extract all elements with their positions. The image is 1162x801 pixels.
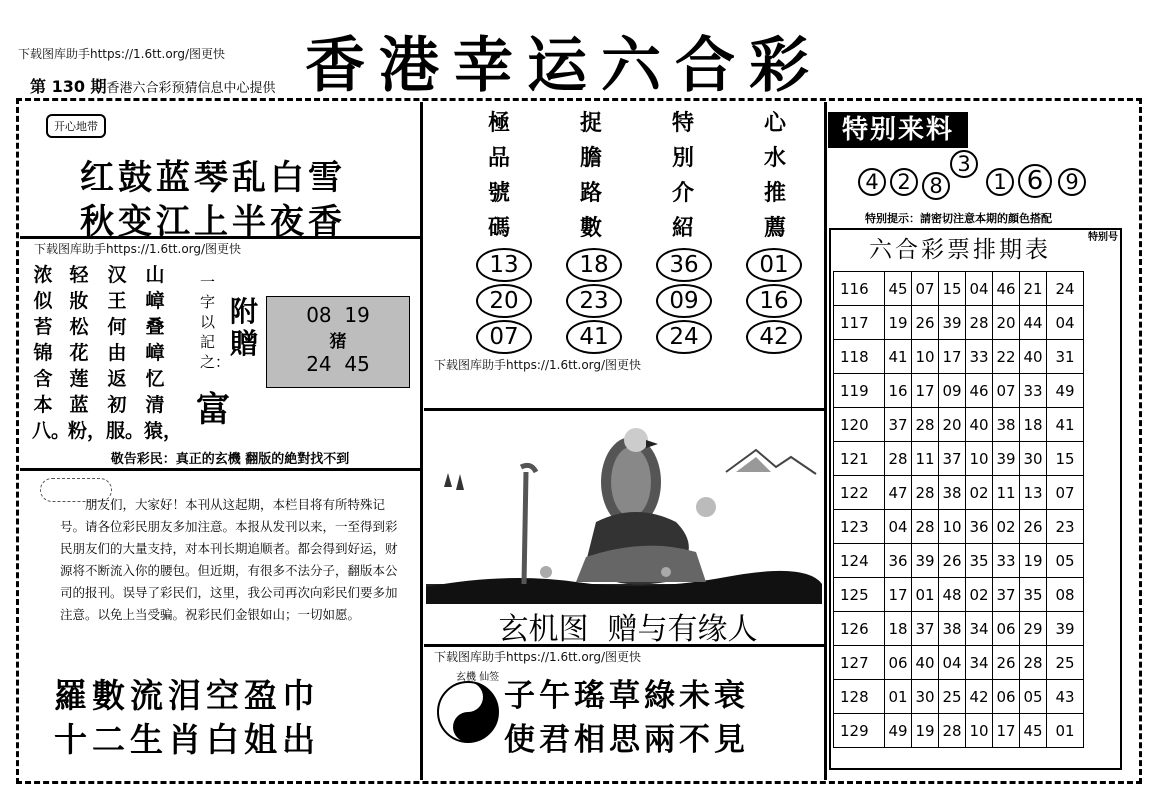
schedule-number-cell: 36 bbox=[966, 510, 993, 544]
schedule-period-cell: 119 bbox=[834, 374, 885, 408]
schedule-number-cell: 45 bbox=[1020, 714, 1047, 748]
header-col-3: 特別介紹 bbox=[671, 110, 694, 241]
watermark-top: 下载图库助手https://1.6tt.org/图更快 bbox=[18, 47, 226, 61]
special-number: 6 bbox=[1018, 164, 1052, 198]
schedule-number-cell: 13 bbox=[1020, 476, 1047, 510]
schedule-number-cell: 38 bbox=[939, 476, 966, 510]
schedule-number-cell: 39 bbox=[939, 306, 966, 340]
schedule-number-cell: 20 bbox=[993, 306, 1020, 340]
left-poem-line-2: 秋变江上半夜香 bbox=[80, 202, 346, 242]
schedule-period-cell: 129 bbox=[834, 714, 885, 748]
schedule-row bbox=[834, 612, 1084, 646]
left-poem-line-1: 红鼓蓝琴乱白雪 bbox=[80, 158, 346, 198]
schedule-row bbox=[834, 646, 1084, 680]
schedule-number-cell: 19 bbox=[1020, 544, 1047, 578]
schedule-number-cell: 04 bbox=[885, 510, 912, 544]
section-tag: 开心地带 bbox=[46, 114, 106, 138]
gift-row-2: 24 45 bbox=[306, 352, 370, 376]
schedule-number-cell: 30 bbox=[912, 680, 939, 714]
schedule-number-cell: 46 bbox=[993, 272, 1020, 306]
watermark-center: 下载图库助手https://1.6tt.org/图更快 bbox=[434, 358, 642, 372]
schedule-period-cell: 123 bbox=[834, 510, 885, 544]
special-number: 3 bbox=[950, 150, 978, 178]
schedule-title: 六合彩票排期表 bbox=[869, 237, 1051, 263]
schedule-number-cell: 33 bbox=[966, 340, 993, 374]
schedule-number-cell: 11 bbox=[912, 442, 939, 476]
schedule-period-cell: 116 bbox=[834, 272, 885, 306]
schedule-number-cell: 06 bbox=[993, 612, 1020, 646]
schedule-number-cell: 33 bbox=[993, 544, 1020, 578]
schedule-number-cell: 17 bbox=[885, 578, 912, 612]
header-col-1: 極品號碼 bbox=[487, 110, 510, 241]
schedule-number-cell: 28 bbox=[1020, 646, 1047, 680]
schedule-number-cell: 01 bbox=[912, 578, 939, 612]
schedule-period-cell: 120 bbox=[834, 408, 885, 442]
schedule-number-cell: 20 bbox=[939, 408, 966, 442]
image-caption: 玄机图 赠与有缘人 bbox=[498, 612, 758, 647]
schedule-special-cell: 39 bbox=[1047, 612, 1084, 646]
schedule-special-cell: 05 bbox=[1047, 544, 1084, 578]
schedule-number-cell: 40 bbox=[966, 408, 993, 442]
schedule-number-cell: 45 bbox=[885, 272, 912, 306]
schedule-number-cell: 37 bbox=[993, 578, 1020, 612]
schedule-number-cell: 19 bbox=[912, 714, 939, 748]
schedule-number-cell: 34 bbox=[966, 612, 993, 646]
schedule-number-cell: 02 bbox=[993, 510, 1020, 544]
header-col-4: 心水推薦 bbox=[763, 110, 786, 241]
gift-row-1: 08 19 bbox=[306, 303, 370, 327]
schedule-number-cell: 01 bbox=[885, 680, 912, 714]
schedule-number-cell: 09 bbox=[939, 374, 966, 408]
schedule-row bbox=[834, 408, 1084, 442]
schedule-row bbox=[834, 680, 1084, 714]
schedule-special-cell: 01 bbox=[1047, 714, 1084, 748]
schedule-number-cell: 38 bbox=[993, 408, 1020, 442]
gift-char: 富 bbox=[196, 390, 230, 430]
schedule-number-cell: 34 bbox=[966, 646, 993, 680]
schedule-number-cell: 02 bbox=[966, 578, 993, 612]
schedule-number-cell: 18 bbox=[1020, 408, 1047, 442]
schedule-row bbox=[834, 442, 1084, 476]
schedule-number-cell: 39 bbox=[993, 442, 1020, 476]
issue-line bbox=[30, 74, 276, 97]
divider-left-2 bbox=[20, 468, 420, 471]
vertical-poem-col-3: 轻妝松花莲蓝粉， bbox=[68, 264, 107, 442]
gift-side-text: 一字以記之： bbox=[200, 273, 231, 371]
number-circle: 36 bbox=[656, 248, 712, 282]
schedule-number-cell: 11 bbox=[993, 476, 1020, 510]
schedule-row bbox=[834, 578, 1084, 612]
watermark-center-bottom: 下载图库助手https://1.6tt.org/图更快 bbox=[434, 650, 642, 664]
schedule-period-cell: 124 bbox=[834, 544, 885, 578]
schedule-number-cell: 10 bbox=[966, 442, 993, 476]
schedule-number-cell: 04 bbox=[966, 272, 993, 306]
divider-center-1 bbox=[424, 408, 824, 411]
number-circle: 01 bbox=[746, 248, 802, 282]
schedule-number-cell: 28 bbox=[912, 408, 939, 442]
schedule-period-cell: 127 bbox=[834, 646, 885, 680]
gift-label: 附贈 bbox=[230, 295, 259, 360]
special-number: 8 bbox=[922, 172, 950, 200]
vertical-poem-col-4: 浓似苔锦含本八。 bbox=[32, 264, 71, 442]
schedule-number-cell: 39 bbox=[912, 544, 939, 578]
center-bottom-poem-2: 使君相思兩不見 bbox=[504, 722, 749, 758]
schedule-number-cell: 26 bbox=[912, 306, 939, 340]
schedule-period-cell: 126 bbox=[834, 612, 885, 646]
schedule-row bbox=[834, 510, 1084, 544]
schedule-number-cell: 42 bbox=[966, 680, 993, 714]
vertical-poem-col-2: 汉王何由返初服。 bbox=[106, 264, 145, 442]
schedule-number-cell: 35 bbox=[966, 544, 993, 578]
number-circle: 09 bbox=[656, 284, 712, 318]
left-bottom-poem-2: 十二生肖白姐出 bbox=[54, 720, 320, 759]
schedule-number-cell: 10 bbox=[912, 340, 939, 374]
schedule-special-cell: 07 bbox=[1047, 476, 1084, 510]
gift-zodiac: 猪 bbox=[329, 332, 347, 352]
schedule-number-cell: 06 bbox=[885, 646, 912, 680]
schedule-number-cell: 40 bbox=[1020, 340, 1047, 374]
number-circle: 24 bbox=[656, 320, 712, 354]
schedule-special-cell: 25 bbox=[1047, 646, 1084, 680]
divider-left bbox=[420, 102, 423, 780]
schedule-number-cell: 40 bbox=[912, 646, 939, 680]
schedule-number-cell: 10 bbox=[966, 714, 993, 748]
number-circle: 16 bbox=[746, 284, 802, 318]
schedule-row bbox=[834, 272, 1084, 306]
number-circle: 23 bbox=[566, 284, 622, 318]
schedule-number-cell: 46 bbox=[966, 374, 993, 408]
schedule-row bbox=[834, 374, 1084, 408]
number-circle: 18 bbox=[566, 248, 622, 282]
page-title: 香港幸运六合彩 bbox=[305, 31, 823, 101]
schedule-number-cell: 19 bbox=[885, 306, 912, 340]
schedule-number-cell: 17 bbox=[993, 714, 1020, 748]
schedule-number-cell: 47 bbox=[885, 476, 912, 510]
special-number: 4 bbox=[858, 168, 886, 196]
schedule-row bbox=[834, 340, 1084, 374]
schedule-number-cell: 28 bbox=[885, 442, 912, 476]
eagle-painting-image bbox=[426, 412, 822, 604]
schedule-number-cell: 25 bbox=[939, 680, 966, 714]
schedule-row bbox=[834, 714, 1084, 748]
left-bottom-poem-1: 羅數流泪空盈巾 bbox=[54, 676, 320, 715]
schedule-number-cell: 16 bbox=[885, 374, 912, 408]
divider-right bbox=[824, 102, 827, 780]
notice-text: 敬告彩民：真正的玄機 翻版的絶對找不到 bbox=[110, 452, 350, 467]
schedule-number-cell: 28 bbox=[966, 306, 993, 340]
number-circle: 42 bbox=[746, 320, 802, 354]
schedule-special-cell: 43 bbox=[1047, 680, 1084, 714]
schedule-number-cell: 35 bbox=[1020, 578, 1047, 612]
schedule-number-cell: 17 bbox=[939, 340, 966, 374]
issue-number: 第 130 期 bbox=[30, 77, 107, 96]
schedule-number-cell: 36 bbox=[885, 544, 912, 578]
schedule-number-cell: 29 bbox=[1020, 612, 1047, 646]
schedule-number-cell: 33 bbox=[1020, 374, 1047, 408]
schedule-special-cell: 08 bbox=[1047, 578, 1084, 612]
schedule-number-cell: 37 bbox=[885, 408, 912, 442]
schedule-row bbox=[834, 476, 1084, 510]
schedule-number-cell: 37 bbox=[939, 442, 966, 476]
schedule-number-cell: 49 bbox=[885, 714, 912, 748]
special-number: 1 bbox=[986, 168, 1014, 196]
header-col-2: 捉膽路數 bbox=[579, 110, 602, 241]
vertical-poem-col-1: 山嶂叠嶂忆清猿， bbox=[144, 264, 183, 442]
schedule-number-cell: 38 bbox=[939, 612, 966, 646]
schedule-number-cell: 37 bbox=[912, 612, 939, 646]
schedule-number-cell: 05 bbox=[1020, 680, 1047, 714]
schedule-number-cell: 17 bbox=[912, 374, 939, 408]
center-bottom-poem-1: 子午瑤草綠未衰 bbox=[504, 678, 749, 714]
number-circle: 13 bbox=[476, 248, 532, 282]
schedule-period-cell: 118 bbox=[834, 340, 885, 374]
schedule-special-cell: 41 bbox=[1047, 408, 1084, 442]
schedule-number-cell: 48 bbox=[939, 578, 966, 612]
schedule-special-cell: 23 bbox=[1047, 510, 1084, 544]
schedule-special-cell: 31 bbox=[1047, 340, 1084, 374]
schedule-number-cell: 28 bbox=[939, 714, 966, 748]
schedule-period-cell: 128 bbox=[834, 680, 885, 714]
schedule-number-cell: 18 bbox=[885, 612, 912, 646]
schedule-special-cell: 04 bbox=[1047, 306, 1084, 340]
schedule-number-cell: 04 bbox=[939, 646, 966, 680]
schedule-special-cell: 24 bbox=[1047, 272, 1084, 306]
yinyang-text: 玄機 仙签 bbox=[456, 672, 500, 683]
schedule-period-cell: 122 bbox=[834, 476, 885, 510]
number-circle: 20 bbox=[476, 284, 532, 318]
yinyang-icon bbox=[436, 680, 500, 744]
schedule-number-cell: 44 bbox=[1020, 306, 1047, 340]
special-number: 9 bbox=[1058, 168, 1086, 196]
special-hint: 特别提示：請密切注意本期的顔色搭配 bbox=[865, 212, 1052, 225]
schedule-special-tag: 特别号 bbox=[1088, 232, 1118, 243]
schedule-number-cell: 26 bbox=[939, 544, 966, 578]
schedule-number-cell: 07 bbox=[993, 374, 1020, 408]
schedule-number-cell: 28 bbox=[912, 476, 939, 510]
schedule-number-cell: 26 bbox=[1020, 510, 1047, 544]
schedule-table bbox=[833, 271, 1084, 748]
schedule-number-cell: 21 bbox=[1020, 272, 1047, 306]
schedule-row bbox=[834, 306, 1084, 340]
schedule-period-cell: 117 bbox=[834, 306, 885, 340]
schedule-number-cell: 06 bbox=[993, 680, 1020, 714]
issue-provider: 香港六合彩预猜信息中心提供 bbox=[106, 81, 276, 96]
special-number: 2 bbox=[890, 168, 918, 196]
schedule-number-cell: 07 bbox=[912, 272, 939, 306]
schedule-period-cell: 125 bbox=[834, 578, 885, 612]
special-title: 特别来料 bbox=[828, 112, 968, 148]
schedule-number-cell: 26 bbox=[993, 646, 1020, 680]
schedule-row bbox=[834, 544, 1084, 578]
number-circle: 41 bbox=[566, 320, 622, 354]
schedule-number-cell: 15 bbox=[939, 272, 966, 306]
gift-box bbox=[266, 296, 410, 388]
schedule-number-cell: 30 bbox=[1020, 442, 1047, 476]
schedule-period-cell: 121 bbox=[834, 442, 885, 476]
schedule-number-cell: 41 bbox=[885, 340, 912, 374]
schedule-special-cell: 49 bbox=[1047, 374, 1084, 408]
number-circle: 07 bbox=[476, 320, 532, 354]
schedule-special-cell: 15 bbox=[1047, 442, 1084, 476]
intro-paragraph: 朋友们，大家好！本刊从这起期，本栏目将有所特殊记号。请各位彩民朋友多加注意。本报从发刊以来，一至得到彩民朋友们的大量支持，对本刊长期追顺者。都会得到好运，财源将不断流入你的腰包。但近期，有很多不法分子，翻版本公司的报刊。误导了彩民们，这里，我公司再次向彩民们要多加注意。以免上当受骗。祝彩民们金银如山；一切如愿。 bbox=[60, 497, 398, 622]
schedule-number-cell: 02 bbox=[966, 476, 993, 510]
schedule-number-cell: 22 bbox=[993, 340, 1020, 374]
schedule-number-cell: 28 bbox=[912, 510, 939, 544]
watermark-left: 下载图库助手https://1.6tt.org/图更快 bbox=[34, 242, 242, 256]
schedule-number-cell: 10 bbox=[939, 510, 966, 544]
